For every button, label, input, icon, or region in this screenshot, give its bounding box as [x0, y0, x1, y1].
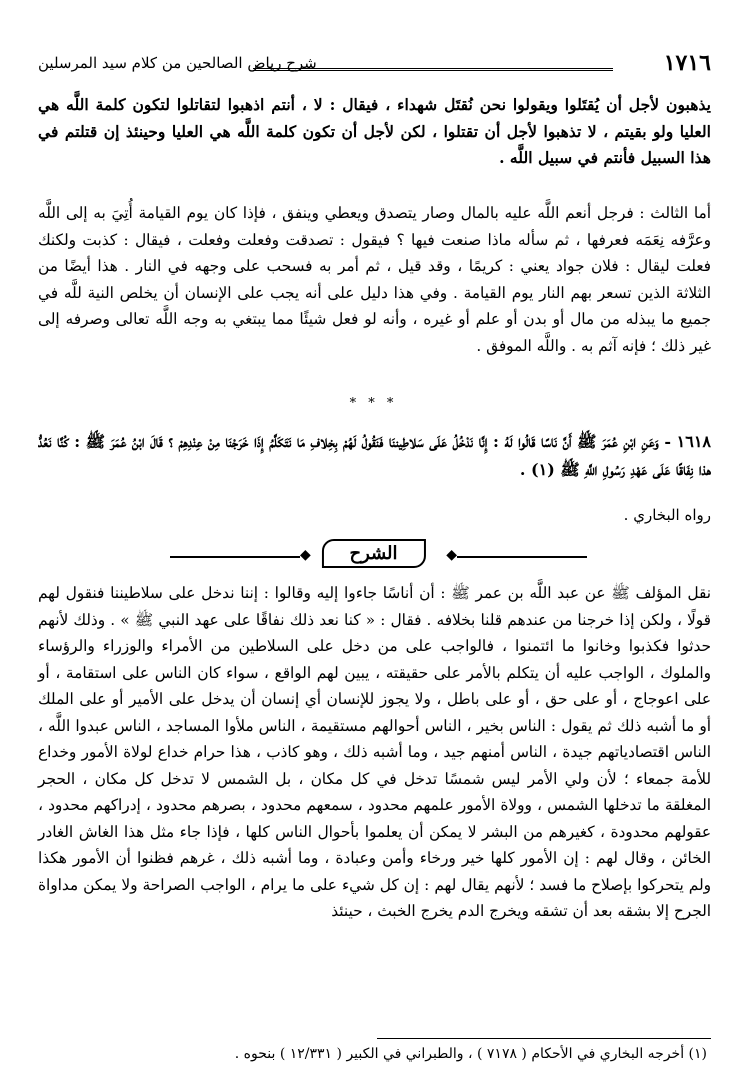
separator-stars: * * * — [349, 396, 398, 411]
heading-ornament-left: ◆ — [300, 547, 311, 563]
heading-rule-right — [457, 556, 587, 558]
hadith-text: ١٦١٨ - وَعَنِ ابْنِ عُمَرَ ﷺ أَنَّ نَاسًا قَالُوا لَهُ : إِنَّا نَدْخُلُ عَلَى سَلاطِيننَا فَنَقُولُ لَهُمْ بِخِلافِ مَا نَتَكَلَّمُ إِذَا خَرَجْنَا مِنْ عِنْدِهِمْ ؟ قَالَ ابْنُ عُمَرَ ﷺ : كُنَّا نَعُدُّ هذا نِفَاقًا عَلَى عَهْدِ رَسُولِ اللَّهِ ﷺ (١) . — [38, 432, 711, 479]
footnote: (١) أخرجه البخاري في الأحكام ( ٧١٧٨ ) ، والطبراني في الكبير ( ١٢/٣٣١ ) بنحوه . — [234, 1046, 707, 1062]
heading-ornament-right: ◆ — [446, 547, 457, 563]
paragraph-2: أما الثالث : فرجل أنعم اللَّه عليه بالمال وصار يتصدق ويعطي وينفق ، فإذا كان يوم القيامة أُتِيَ به إلى اللَّه وعرَّفه نِعَمَه فعرفها ، ثم سأله ماذا صنعت فيها ؟ فيقول : تصدقت وفعلت وفعلت ، فيقال : كذبت ولكنك فعلت ليقال : فلان جواد يعني : كريمًا ، وقد قيل ، ثم أمر به فسحب على وجهه في النار . هذا أيضًا من الثلاثة الذين تسعر بهم النار يوم القيامة . وفي هذا دليل على أنه يجب على الإنسان أن يخلص النية للَّه في جميع ما يبذله من مال أو بدن أو علم أو غيره ، وأنه لو فعل شيئًا مما يبتغي به وجه اللَّه تعالى وصرفه إلى غير ذلك ؛ فإنه آثم به . واللَّه الموفق . — [38, 204, 711, 355]
page-number: ١٧١٦ — [663, 50, 711, 76]
paragraph-1: يذهبون لأجل أن يُقتَلوا ويقولوا نحن نُقتَل شهداء ، فيقال : لا ، أنتم اذهبوا لتقاتلوا لتكون كلمة اللَّه هي العليا ولو بقيتم ، لا تذهبوا لأجل أن تقتلوا ، لكن لأجل أن تكون كلمة اللَّه هي العليا وحينئذ إن قتلتم في هذا السبيل فأنتم في سبيل اللَّه . — [38, 95, 711, 167]
page-header — [38, 50, 711, 80]
footnote-rule — [377, 1038, 711, 1039]
section-title: الشرح — [321, 539, 425, 568]
section-heading — [0, 537, 747, 577]
narrator-line: رواه البخاري . — [623, 506, 711, 524]
commentary-text: نقل المؤلف ﷺ عن عبد اللَّه بن عمر ﷺ : أن أناسًا جاءوا إليه وقالوا : إننا ندخل على سلاطيننا فنقول لهم قولًا ، ولكن إذا خرجنا من عندهم قلنا بخلافه . فقال : « كنا نعد ذلك نفاقًا على عهد النبي ﷺ » . وذلك لأنهم حدثوا فكذبوا وخانوا ما ائتمنوا ، فالواجب على من دخل على السلاطين من الأمراء والوزراء والرؤساء والملوك ، الواجب عليه أن يتكلم بالأمر على حقيقته ، يبين لهم الواقع ، سواء كان الناس على استقامة ، أو على اعوجاج ، أو على حق ، أو على باطل ، ولا يجوز للإنسان أي إنسان أن يدخل على الأمير أو على الملك أو ما أشبه ذلك ثم يقول : الناس بخير ، الناس أحوالهم مستقيمة ، الناس ملأوا المساجد ، الناس عبدوا اللَّه ، الناس اقتصادياتهم جيدة ، الناس أمنهم جيد ، وما أشبه ذلك ، وهو كاذب ، هذا حرام خداع لولاة الأمور وخداع للأمة جمعاء ؛ لأن ولي الأمر ليس شمسًا تدخل في كل مكان ، بل الشمس لا تدخل كل مكان ، الحجر المغلقة ما تدخلها الشمس ، وولاة الأمور علمهم محدود ، سمعهم محدود ، بصرهم محدود ، إدراكهم محدود ، عقولهم محدودة ، كغيرهم من البشر لا يمكن أن يعلموا بأحوال الناس كلها ، فإذا جاء مثل هذا الغاش الغادر الخائن ، وقال لهم : إن الأمور كلها خير ورخاء وأمن وعبادة ، وما أشبه ذلك ، غرهم فظنوا أن الأمور هكذا ولم يتحركوا بإصلاح ما فسد ؛ لأنهم يقال لهم : إن كل شيء على ما يرام ، الواجب الصراحة ولا يمكن مداواة الجرح إلا بشقه بعد أن تشقه ويخرج الدم يخرج الخبث ، حينئذ — [38, 584, 711, 920]
running-title: شرح رياض الصالحين من كلام سيد المرسلين — [38, 54, 317, 72]
heading-rule-left — [170, 556, 300, 558]
